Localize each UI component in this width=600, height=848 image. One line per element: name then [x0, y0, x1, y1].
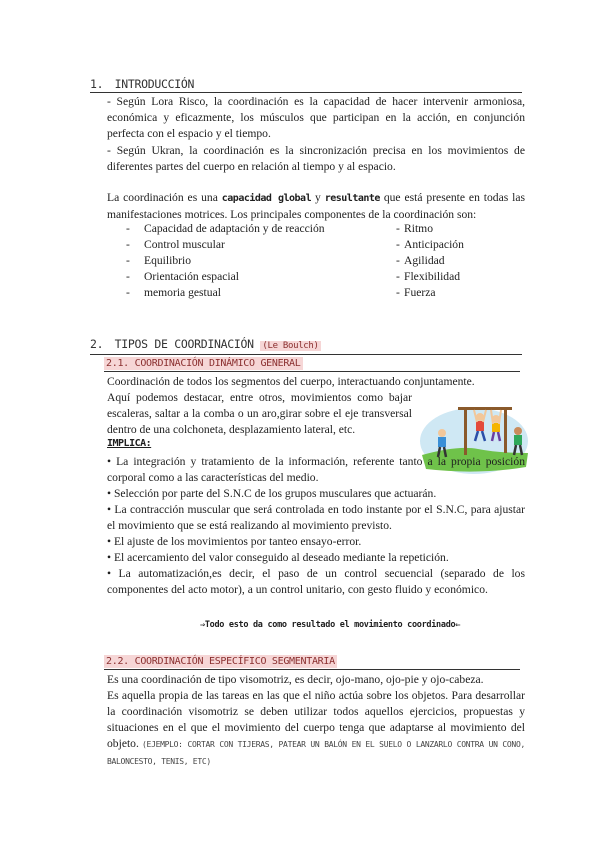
child-head: [514, 427, 522, 435]
component-left: Capacidad de adaptación y de reacción: [144, 222, 325, 235]
child-body: [438, 437, 446, 447]
section-2-number: 2.: [90, 337, 104, 351]
child-body: [514, 435, 522, 445]
definition-lora-risco: - Según Lora Risco, la coordinación es la capacidad de hacer intervenir armoniosa, económica y eficazmente, los músculos que participan en la acción, en conjunción perfecta con el espacio y el tiempo.: [107, 95, 525, 140]
implica-bullets: [107, 454, 525, 598]
subsection-2-2-title: 2.2. COORDINACIÓN ESPECÍFICO SEGMENTARIA: [106, 656, 335, 667]
section-1-heading: [90, 76, 522, 93]
subsection-2-1-heading: [104, 356, 520, 372]
bullet-item: • La contracción muscular que será controlada en todo instante por el S.N.C, para ajustar el movimiento que se está realizando al movimiento previsto.: [107, 503, 525, 532]
intro-text-a: La coordinación es una: [107, 191, 222, 204]
component-left: memoria gestual: [144, 286, 221, 299]
horizontal-bar: [458, 407, 512, 410]
subsection-2-1-title: 2.1. COORDINACIÓN DINÁMICO GENERAL: [106, 358, 301, 369]
bar-post-left: [464, 409, 467, 455]
implica-label: IMPLICA:: [107, 438, 152, 449]
coordination-intro-paragraph: [107, 190, 525, 223]
definition-ukran: - Según Ukran, la coordinación es la sincronización precisa en los movimientos de diferentes partes del cuerpo en relación al tiempo y al espacio.: [107, 144, 525, 173]
component-left: Control muscular: [144, 238, 225, 251]
component-left: Orientación espacial: [144, 270, 239, 283]
child-body: [492, 423, 500, 432]
segmental-coordination-definition: Es una coordinación de tipo visomotriz, es decir, ojo-mano, ojo-pie y ojo-cabeza.: [107, 673, 484, 686]
section-2-title: TIPOS DE COORDINACIÓN: [114, 337, 254, 351]
segmental-examples: (EJEMPLO: CORTAR CON TIJERAS, PATEAR UN BALÓN EN EL SUELO O LANZARLO CONTRA UN CONO, BALONCESTO, TENIS, ETC): [107, 740, 525, 766]
child-body: [476, 421, 484, 431]
bullet-item: • La integración y tratamiento de la información, referente tanto a la propia posición corporal como a las características del medio.: [107, 455, 525, 484]
segmental-coordination-paragraph: [107, 688, 525, 770]
component-right: Agilidad: [404, 254, 445, 267]
section-2-author-note: (Le Boulch): [262, 341, 319, 351]
bullet-item: • El acercamiento del valor conseguido al deseado mediante la repetición.: [107, 551, 449, 564]
subsection-2-2-heading: [104, 654, 520, 670]
section-1-number: 1.: [90, 77, 104, 91]
bullet-item: • Selección por parte del S.N.C de los grupos musculares que actuarán.: [107, 487, 437, 500]
document-page: 1. INTRODUCCIÓN - Según Lora Risco, la coordinación es la capacidad de hacer intervenir armoniosa, económica y eficazmente, los músculos que participan en la acción, en conjunción perfecta con el espacio y el tiempo. - Según Ukran, la coordinación es la sincronización precisa en los movimientos de diferentes partes del cuerpo en relación al tiempo y al espacio. La coordinación es una capacidad global y resultante que está presente en todas las manifestaciones motrices. Los principales componentes de la coordinación son: - Capacidad de adaptación y de reacción - Ritmo - Control muscular - Anticipación - Equilibrio - Agilidad - Orientación espacial - Flexibilidad - memoria gestual - Fuerza 2. TIPOS DE COORDINACIÓN (Le Boulch) 2.1. COORDINACIÓN DINÁMICO GENERAL Coordinación de todos los segmentos del cuerpo, interactuando conjuntamente. Aquí podemos destacar, entre otros, movimientos como bajar escaleras, saltar a la comba o un aro,girar sobre el eje transversal dentro de una colchoneta, desplazamiento lateral, etc. IMPLICA: • La integración y tratamiento de la información, referente tanto a la propia posición corporal como a las características del medio. • Selección por parte del S.N.C de los grupos musculares que actuarán. • La contracción muscular que será controlada en todo instante por el S.N.C, para ajustar el movimiento que se está realizando al movimiento previsto. • El ajuste de los movimientos por tanteo ensayo-error. • El acercamiento del valor conseguido al deseado mediante la repetición. • La automatización,es decir, el paso de un control secuencial (separado de los componentes del acto motor), a un control unitario, con gesto fluido y económico. ⇒Todo esto da como resultado el movimiento coordinado⇐ 2.2. COORDINACIÓN ESPECÍFICO SEGMENTARIA Es una coordinación de tipo visomotriz, es decir, ojo-mano, ojo-pie y ojo-cabeza. Es aquella propia de las tareas en las que el niño actúa sobre los objetos. Para desarrollar la coordinación visomotriz se deben utilizar todos aquellos ejercicios, propuestas y situaciones en el que el movimiento del cuerpo tenga que adaptarse al movimiento del objeto. (EJEMPLO: CORTAR CON TIJERAS, PATEAR UN BALÓN EN EL SUELO O LANZARLO CONTRA UN CONO, BALONCESTO, TENIS, ETC): [0, 0, 600, 848]
component-left: Equilibrio: [144, 254, 192, 267]
child-head: [438, 429, 446, 437]
component-right: Fuerza: [404, 286, 436, 299]
intro-keyword-resultante: resultante: [324, 193, 380, 204]
component-right: Ritmo: [404, 222, 433, 235]
segmental-text: Es aquella propia de las tareas en las que el niño actúa sobre los objetos. Para desarrollar la coordinación visomotriz se deben utilizar todos aquellos ejercicios, propuestas y situaciones en el que el movimiento del cuerpo tenga que adaptarse al movimiento del objeto.: [107, 689, 525, 750]
section-1-title: INTRODUCCIÓN: [114, 77, 195, 91]
bar-post-right: [504, 409, 507, 453]
general-coordination-examples: Aquí podemos destacar, entre otros, movimientos como bajar escaleras, saltar a la comba o un aro,girar sobre el eje transversal dentro de una colchoneta, desplazamiento lateral, etc.: [107, 391, 412, 436]
intro-keyword-global: capacidad global: [221, 193, 312, 204]
general-coordination-definition: Coordinación de todos los segmentos del cuerpo, interactuando conjuntamente.: [107, 375, 475, 388]
component-right: Flexibilidad: [404, 270, 461, 283]
intro-text-c: y: [311, 191, 325, 204]
result-note: ⇒Todo esto da como resultado el movimiento coordinado⇐: [200, 620, 461, 630]
intro-text-d: que está presente en todas las manifestaciones motrices. Los principales componentes de la coordinación son:: [107, 191, 526, 221]
bullet-item: • El ajuste de los movimientos por tanteo ensayo-error.: [107, 535, 362, 548]
component-right: Anticipación: [404, 238, 464, 251]
section-2-heading: [90, 336, 522, 355]
bullet-item: • La automatización,es decir, el paso de un control secuencial (separado de los componentes del acto motor), a un control unitario, con gesto fluido y económico.: [107, 567, 525, 596]
